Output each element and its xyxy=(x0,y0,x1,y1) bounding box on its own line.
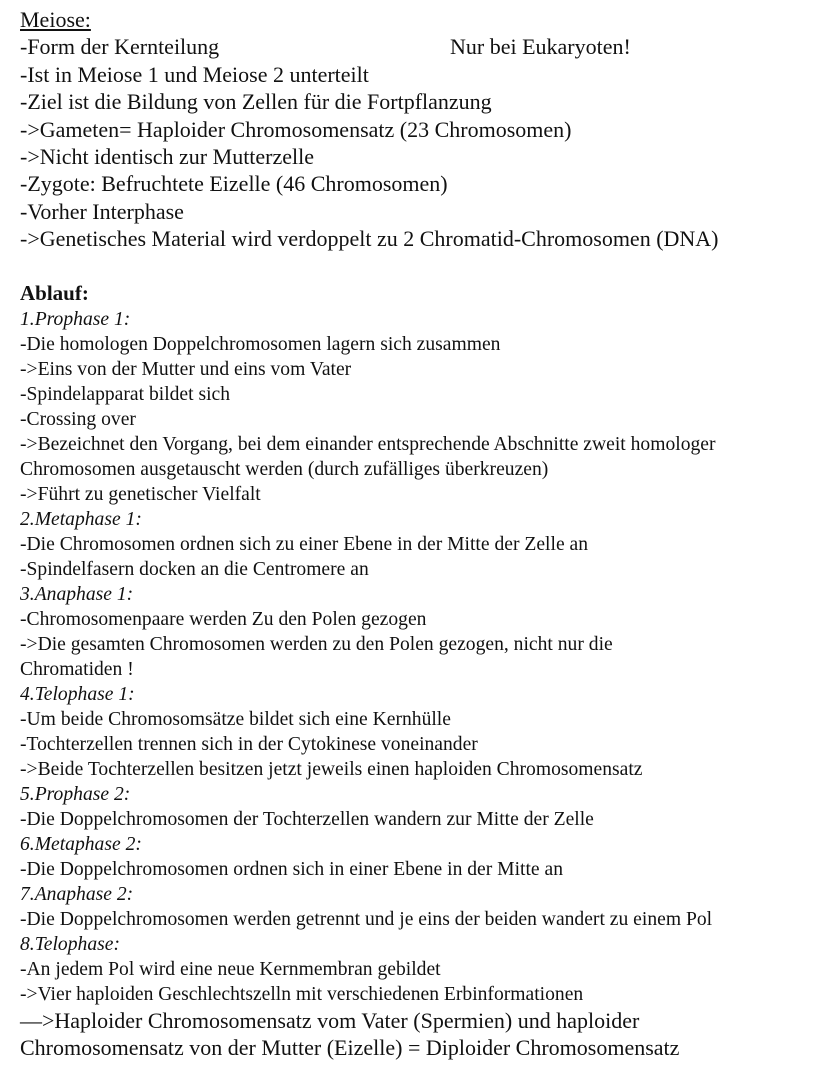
ablauf-section xyxy=(20,307,828,1007)
ablauf-line: -Die Doppelchromosomen der Tochterzellen wandern zur Mitte der Zelle xyxy=(20,809,594,831)
intro-line xyxy=(20,33,828,60)
intro-title-line xyxy=(20,6,828,33)
intro-line-text: -Form der Kernteilung xyxy=(20,34,220,60)
phase-heading: 2.Metaphase 1: xyxy=(20,509,142,531)
intro-line: -Ist in Meiose 1 und Meiose 2 unterteilt xyxy=(20,61,369,87)
intro-line: -Zygote: Befruchtete Eizelle (46 Chromosomen) xyxy=(20,171,448,197)
ablauf-line: -Um beide Chromosomsätze bildet sich eine Kernhülle xyxy=(20,709,451,731)
intro-line: -Vorher Interphase xyxy=(20,198,184,224)
phase-heading: 8.Telophase: xyxy=(20,934,120,956)
phase-heading: 5.Prophase 2: xyxy=(20,784,131,806)
ablauf-line: ->Beide Tochterzellen besitzen jetzt jeweils einen haploiden Chromosomensatz xyxy=(20,759,643,781)
spacer xyxy=(20,253,828,280)
ablauf-line: ->Führt zu genetischer Vielfalt xyxy=(20,484,261,506)
ablauf-line: Chromosomen ausgetauscht werden (durch zufälliges überkreuzen) xyxy=(20,459,549,481)
intro-line: ->Genetisches Material wird verdoppelt zu 2 Chromatid-Chromosomen (DNA) xyxy=(20,226,719,252)
ablauf-line: -Tochterzellen trennen sich in der Cytokinese voneinander xyxy=(20,734,478,756)
ablauf-line: -Crossing over xyxy=(20,409,136,431)
intro-line: ->Nicht identisch zur Mutterzelle xyxy=(20,143,315,169)
ablauf-line: ->Eins von der Mutter und eins vom Vater xyxy=(20,359,352,381)
ablauf-line: -Die Doppelchromosomen ordnen sich in einer Ebene in der Mitte an xyxy=(20,859,564,881)
section-title: Meiose: xyxy=(20,7,91,32)
phase-heading: 6.Metaphase 2: xyxy=(20,834,142,856)
phase-heading: 3.Anaphase 1: xyxy=(20,584,134,606)
ablauf-heading: Ablauf: xyxy=(20,280,89,305)
phase-heading: 4.Telophase 1: xyxy=(20,684,135,706)
eukaryote-note: Nur bei Eukaryoten! xyxy=(450,34,631,60)
ablauf-line: ->Vier haploiden Geschlechtszelln mit verschiedenen Erbinformationen xyxy=(20,984,584,1006)
ablauf-line: -An jedem Pol wird eine neue Kernmembran gebildet xyxy=(20,959,441,981)
ablauf-line: -Chromosomenpaare werden Zu den Polen gezogen xyxy=(20,609,427,631)
ablauf-line: ->Die gesamten Chromosomen werden zu den Polen gezogen, nicht nur die xyxy=(20,634,613,656)
ablauf-line: -Die Chromosomen ordnen sich zu einer Ebene in der Mitte der Zelle an xyxy=(20,534,589,556)
conclusion-line: —>Haploider Chromosomensatz vom Vater (Spermien) und haploider xyxy=(20,1008,640,1034)
ablauf-line: Chromatiden ! xyxy=(20,659,134,681)
intro-section xyxy=(20,6,828,253)
ablauf-line: -Spindelfasern docken an die Centromere an xyxy=(20,559,369,581)
phase-heading: 7.Anaphase 2: xyxy=(20,884,134,906)
conclusion-section xyxy=(20,1007,828,1061)
intro-line: -Ziel ist die Bildung von Zellen für die Fortpflanzung xyxy=(20,89,492,115)
ablauf-line: -Die homologen Doppelchromosomen lagern sich zusammen xyxy=(20,334,501,356)
conclusion-line: Chromosomensatz von der Mutter (Eizelle) = Diploider Chromosomensatz xyxy=(20,1035,680,1061)
ablauf-line: ->Bezeichnet den Vorgang, bei dem einander entsprechende Abschnitte zweit homologer xyxy=(20,434,716,456)
intro-line: ->Gameten= Haploider Chromosomensatz (23 Chromosomen) xyxy=(20,116,572,142)
ablauf-line: -Die Doppelchromosomen werden getrennt und je eins der beiden wandert zu einem Pol xyxy=(20,909,713,931)
phase-heading: 1.Prophase 1: xyxy=(20,309,131,331)
ablauf-line: -Spindelapparat bildet sich xyxy=(20,384,231,406)
